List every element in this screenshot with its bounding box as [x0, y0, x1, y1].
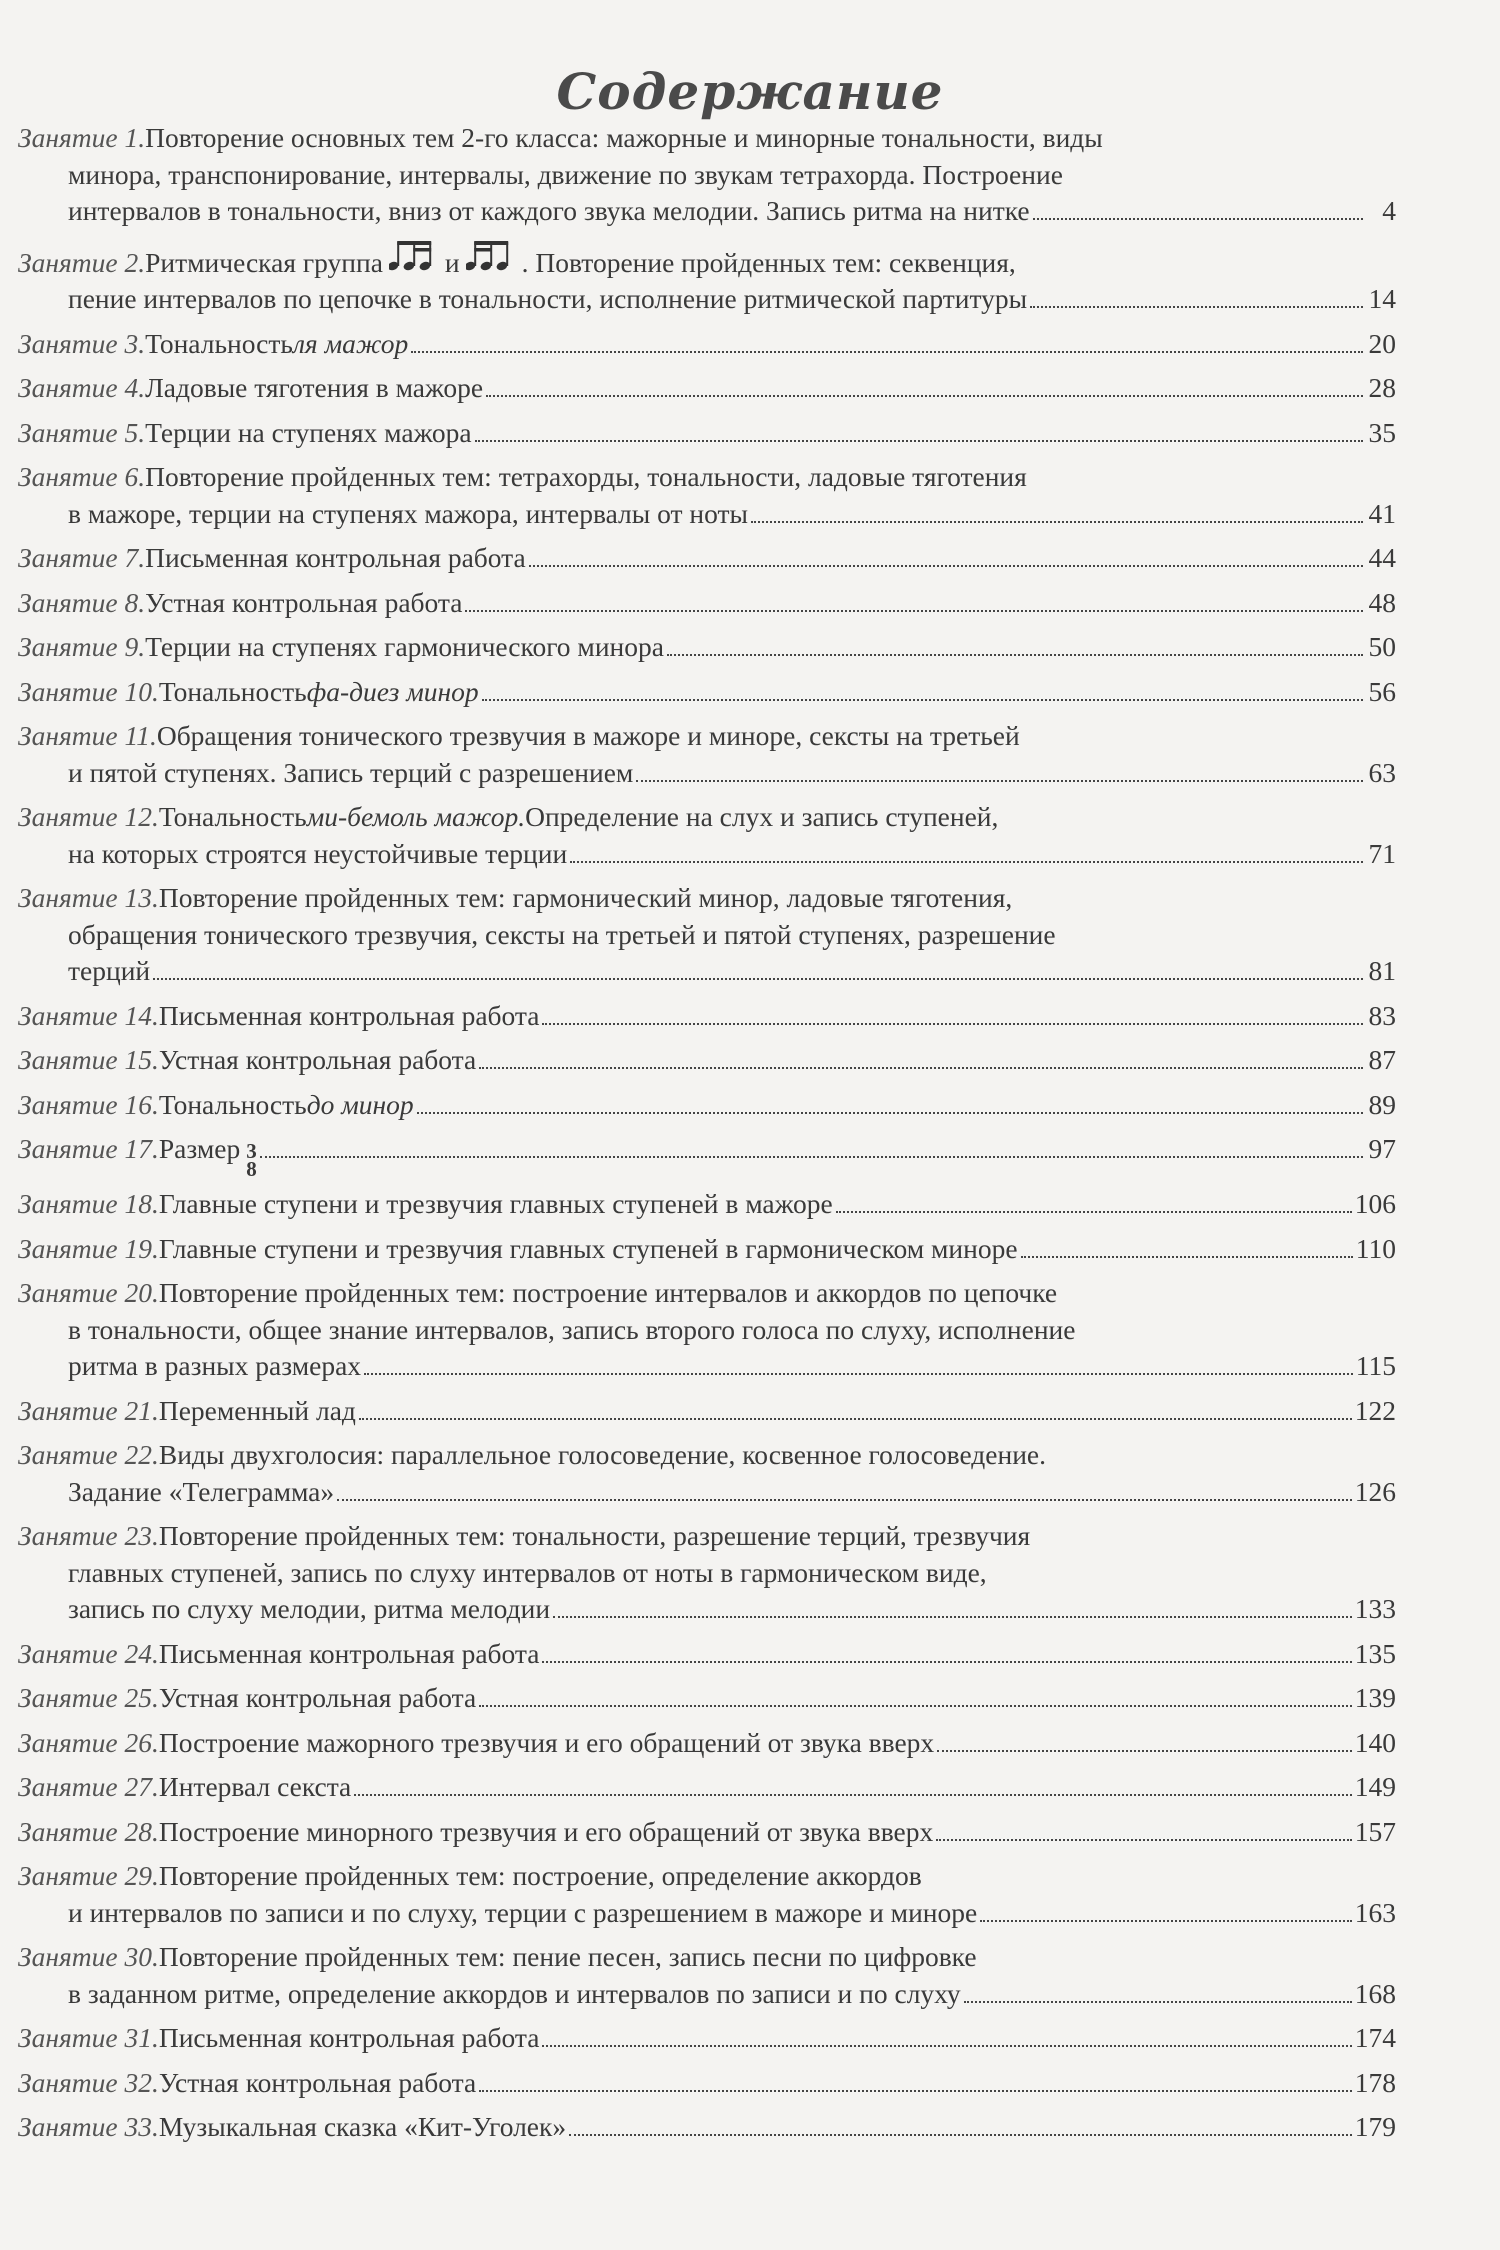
- page-number: 139: [1354, 1682, 1396, 1713]
- toc-text: Устная контрольная работа: [158, 1044, 477, 1075]
- toc-text: на которых строятся неустойчивые терции: [68, 837, 568, 869]
- lesson-label: Занятие 17.: [18, 1133, 159, 1164]
- toc-text: Письменная контрольная работа: [158, 2022, 540, 2053]
- toc-text: интервалов в тональности, вниз от каждого звука мелодии. Запись ритма на нитке: [68, 195, 1030, 226]
- toc-line: [18, 120, 1396, 157]
- time-sig-denominator: 8: [246, 1157, 257, 1181]
- page-number: 168: [1354, 1977, 1396, 2009]
- dot-leader: [836, 1207, 1352, 1213]
- key-name: до минор: [306, 1088, 414, 1120]
- toc-text: Построение минорного трезвучия и его обращений от звука вверх: [158, 1815, 934, 1847]
- toc-line: [18, 459, 1396, 496]
- toc-entry[interactable]: [18, 585, 1396, 622]
- dot-leader: [417, 1108, 1363, 1114]
- toc-entry[interactable]: [18, 1725, 1396, 1762]
- toc-line: [18, 1131, 1396, 1181]
- toc-text: Повторение пройденных тем: построение интервалов и аккордов по цепочке: [158, 1277, 1058, 1308]
- rhythm-group-icon-b: [466, 238, 516, 272]
- toc-entry[interactable]: [18, 1858, 1396, 1931]
- toc-line: [18, 629, 1396, 666]
- lesson-label: Занятие 8.: [18, 586, 146, 618]
- toc-entry[interactable]: [18, 2065, 1396, 2102]
- toc-entry[interactable]: [18, 1437, 1396, 1510]
- toc-line: [18, 1814, 1396, 1851]
- toc-text: Определение на слух и запись ступеней,: [525, 801, 999, 832]
- key-name: фа-диез минор: [306, 675, 479, 707]
- page-number: 106: [1354, 1188, 1396, 1219]
- dot-leader: [542, 1019, 1363, 1025]
- lesson-label: Занятие 33.: [18, 2111, 159, 2142]
- toc-line: [18, 1976, 1396, 2013]
- toc-text: Терции на ступенях мажора: [145, 416, 472, 448]
- dot-leader: [354, 1790, 1351, 1796]
- lesson-label: Занятие 28.: [18, 1815, 159, 1847]
- toc-line: [18, 2109, 1396, 2146]
- toc-line: [18, 998, 1396, 1035]
- dot-leader: [570, 857, 1363, 863]
- page-number: 4: [1382, 195, 1396, 226]
- toc-entry[interactable]: [18, 1680, 1396, 1717]
- toc-text: Тональность: [158, 675, 307, 707]
- toc-text: Тональность: [145, 327, 293, 359]
- page-number: 163: [1354, 1896, 1396, 1928]
- dot-leader: [964, 1997, 1352, 2003]
- lesson-label: Занятие 27.: [18, 1771, 159, 1802]
- lesson-label: Занятие 23.: [18, 1520, 159, 1551]
- toc-entry[interactable]: [18, 1042, 1396, 1079]
- toc-line: [18, 1275, 1396, 1312]
- toc-text: Тональность: [158, 801, 307, 832]
- toc-line: [18, 880, 1396, 917]
- toc-text: Устная контрольная работа: [158, 1682, 477, 1713]
- toc-entry[interactable]: [18, 1231, 1396, 1268]
- dot-leader: [569, 2130, 1352, 2136]
- dot-leader: [1030, 302, 1363, 308]
- dot-leader: [479, 1063, 1363, 1069]
- lesson-label: Занятие 1.: [18, 122, 146, 153]
- dot-leader: [937, 1746, 1352, 1752]
- lesson-label: Занятие 15.: [18, 1044, 159, 1075]
- lesson-label: Занятие 7.: [18, 542, 146, 573]
- rhythm-group-icon-a: [389, 238, 439, 272]
- page-number: 110: [1355, 1232, 1396, 1264]
- toc-text: Повторение пройденных тем: построение, определение аккордов: [158, 1860, 922, 1891]
- key-name: ми-бемоль мажор.: [306, 801, 526, 832]
- page-number: 50: [1368, 631, 1396, 662]
- page-number: 41: [1368, 497, 1396, 529]
- time-signature: [246, 1139, 257, 1181]
- toc-entry[interactable]: [18, 880, 1396, 990]
- toc-text: Размер: [158, 1133, 241, 1164]
- page-number: 14: [1368, 283, 1396, 314]
- dot-leader: [364, 1369, 1353, 1375]
- toc-text: Письменная контрольная работа: [145, 542, 526, 573]
- toc-line: [18, 540, 1396, 577]
- toc-line: [18, 755, 1396, 792]
- lesson-label: Занятие 5.: [18, 416, 146, 448]
- lesson-label: Занятие 13.: [18, 882, 159, 913]
- lesson-label: Занятие 3.: [18, 327, 146, 359]
- toc-text: Тональность: [158, 1088, 307, 1120]
- toc-line: [18, 157, 1396, 194]
- dot-leader: [411, 347, 1363, 353]
- toc-entry[interactable]: [18, 2020, 1396, 2057]
- page-number: 157: [1354, 1815, 1396, 1847]
- toc-text: в мажоре, терции на ступенях мажора, интервалы от ноты: [68, 497, 748, 529]
- toc-line: [18, 326, 1396, 363]
- toc-text: Повторение пройденных тем: пение песен, запись песни по цифровке: [158, 1941, 977, 1972]
- toc-line: [18, 193, 1396, 230]
- toc-line: [18, 496, 1396, 533]
- toc-text: ритма в разных размерах: [68, 1350, 362, 1381]
- toc-text: Письменная контрольная работа: [158, 999, 540, 1031]
- toc-entry[interactable]: [18, 370, 1396, 407]
- page-number: 48: [1368, 586, 1396, 618]
- lesson-label: Занятие 21.: [18, 1394, 159, 1426]
- toc-entry[interactable]: [18, 120, 1396, 230]
- toc-line: [18, 718, 1396, 755]
- toc-line: [18, 953, 1396, 990]
- page-number: 20: [1368, 327, 1396, 359]
- toc-entry[interactable]: [18, 1769, 1396, 1806]
- lesson-label: Занятие 20.: [18, 1277, 159, 1308]
- lesson-label: Занятие 18.: [18, 1188, 159, 1219]
- toc-text: Повторение пройденных тем: тональности, разрешение терций, трезвучия: [158, 1520, 1031, 1551]
- toc-entry[interactable]: [18, 2109, 1396, 2146]
- dot-leader: [482, 695, 1363, 701]
- toc-entry[interactable]: [18, 1518, 1396, 1628]
- toc-entry[interactable]: [18, 1636, 1396, 1673]
- toc-entry[interactable]: [18, 799, 1396, 872]
- toc-line: [18, 1393, 1396, 1430]
- lesson-label: Занятие 2.: [18, 246, 146, 278]
- toc-text: Ладовые тяготения в мажоре: [145, 372, 484, 403]
- toc-line: [18, 674, 1396, 711]
- toc-text: Терции на ступенях гармонического минора: [145, 631, 664, 662]
- page-number: 122: [1354, 1394, 1396, 1426]
- toc-line: [18, 1555, 1396, 1592]
- lesson-label: Занятие 26.: [18, 1726, 159, 1758]
- toc-line: [18, 1769, 1396, 1806]
- page-number: 63: [1368, 756, 1396, 788]
- toc-line: [18, 1474, 1396, 1511]
- toc-text: Ритмическая группа: [145, 246, 383, 278]
- toc-entry[interactable]: [18, 1814, 1396, 1851]
- lesson-label: Занятие 10.: [18, 675, 159, 707]
- dot-leader: [1021, 1252, 1353, 1258]
- page-number: 135: [1354, 1637, 1396, 1669]
- toc-text: обращения тонического трезвучия, сексты на третьей и пятой ступенях, разрешение: [68, 918, 1056, 950]
- page-number: 81: [1368, 955, 1396, 986]
- toc-text: Письменная контрольная работа: [158, 1637, 540, 1669]
- page-number: 179: [1354, 2111, 1396, 2142]
- dot-leader: [980, 1916, 1352, 1922]
- page-number: 87: [1368, 1044, 1396, 1075]
- page-number: 97: [1368, 1133, 1396, 1164]
- toc-text: и: [444, 246, 460, 278]
- dot-leader: [337, 1495, 1352, 1501]
- lesson-label: Занятие 12.: [18, 801, 159, 832]
- toc-text: в заданном ритме, определение аккордов и интервалов по записи и по слуху: [68, 1977, 961, 2009]
- lesson-label: Занятие 6.: [18, 461, 146, 492]
- dot-leader: [465, 606, 1363, 612]
- toc-line: [18, 1042, 1396, 1079]
- dot-leader: [359, 1414, 1352, 1420]
- toc-line: [18, 1725, 1396, 1762]
- toc-text: . Повторение пройденных тем: секвенция,: [521, 246, 1016, 278]
- toc-entry[interactable]: [18, 459, 1396, 532]
- toc-line: [18, 2020, 1396, 2057]
- dot-leader: [475, 436, 1363, 442]
- page-number: 35: [1368, 416, 1396, 448]
- dot-leader: [260, 1152, 1363, 1158]
- lesson-label: Занятие 24.: [18, 1637, 159, 1669]
- toc-text: Построение мажорного трезвучия и его обращений от звука вверх: [158, 1726, 935, 1758]
- toc-entry[interactable]: [18, 1393, 1396, 1430]
- page-number: 28: [1368, 372, 1396, 403]
- toc-line: [18, 1518, 1396, 1555]
- dot-leader: [636, 776, 1363, 782]
- toc-text: Устная контрольная работа: [158, 2066, 477, 2098]
- page-title: Содержание: [556, 62, 944, 121]
- toc-line: [18, 1087, 1396, 1124]
- toc-text: терций: [68, 955, 151, 986]
- toc-line: [18, 370, 1396, 407]
- lesson-label: Занятие 14.: [18, 999, 159, 1031]
- lesson-label: Занятие 29.: [18, 1860, 159, 1891]
- toc-text: Главные ступени и трезвучия главных ступеней в мажоре: [158, 1188, 833, 1219]
- toc-text: Обращения тонического трезвучия в мажоре и миноре, сексты на третьей: [156, 720, 1020, 751]
- toc-text: Задание «Телеграмма»: [68, 1475, 335, 1507]
- page-number: 71: [1368, 837, 1396, 869]
- toc-entry[interactable]: [18, 326, 1396, 363]
- toc-text: главных ступеней, запись по слуху интервалов от ноты в гармоническом виде,: [68, 1556, 987, 1588]
- toc-entry[interactable]: [18, 1939, 1396, 2012]
- toc-entry[interactable]: [18, 718, 1396, 791]
- toc-line: [18, 799, 1396, 836]
- lesson-label: Занятие 9.: [18, 631, 146, 662]
- page-number: 174: [1354, 2022, 1396, 2053]
- toc-line: [18, 1895, 1396, 1932]
- toc-entry[interactable]: [18, 1087, 1396, 1124]
- toc-line: [18, 1858, 1396, 1895]
- page-number: 89: [1368, 1088, 1396, 1120]
- toc-line: [18, 1348, 1396, 1385]
- page-number: 149: [1354, 1771, 1396, 1802]
- toc-line: [18, 1636, 1396, 1673]
- dot-leader: [542, 2041, 1351, 2047]
- toc-line: [18, 415, 1396, 452]
- dot-leader: [553, 1612, 1352, 1618]
- key-name: ля мажор: [292, 327, 409, 359]
- dot-leader: [1033, 214, 1363, 220]
- page-number: 56: [1368, 675, 1396, 707]
- dot-leader: [542, 1657, 1351, 1663]
- dot-leader: [479, 2086, 1352, 2092]
- dot-leader: [153, 974, 1363, 980]
- toc-entry[interactable]: [18, 1186, 1396, 1223]
- toc-entry[interactable]: [18, 415, 1396, 452]
- page-number: 140: [1354, 1726, 1396, 1758]
- dot-leader: [936, 1835, 1351, 1841]
- toc-text: Устная контрольная работа: [145, 586, 463, 618]
- dot-leader: [667, 650, 1363, 656]
- toc-text: пение интервалов по цепочке в тональности, исполнение ритмической партитуры: [68, 283, 1028, 314]
- page-number: 133: [1354, 1593, 1396, 1624]
- lesson-label: Занятие 22.: [18, 1439, 159, 1470]
- toc-line: [18, 836, 1396, 873]
- toc-line: [18, 917, 1396, 954]
- lesson-label: Занятие 16.: [18, 1088, 159, 1120]
- toc-line: [18, 1939, 1396, 1976]
- toc-line: [18, 2065, 1396, 2102]
- toc-line: [18, 281, 1396, 318]
- toc-text: Повторение пройденных тем: гармонический минор, ладовые тяготения,: [158, 882, 1013, 913]
- lesson-label: Занятие 31.: [18, 2022, 159, 2053]
- lesson-label: Занятие 30.: [18, 1941, 159, 1972]
- lesson-label: Занятие 19.: [18, 1232, 159, 1264]
- toc-text: в тональности, общее знание интервалов, запись второго голоса по слуху, исполнение: [68, 1313, 1076, 1345]
- time-sig-numerator: 3: [246, 1139, 257, 1163]
- toc-entry[interactable]: [18, 238, 1396, 318]
- toc-line: [18, 1591, 1396, 1628]
- toc-line: [18, 1312, 1396, 1349]
- toc-entry[interactable]: [18, 1275, 1396, 1385]
- toc-entry[interactable]: [18, 1131, 1396, 1181]
- toc-text: и интервалов по записи и по слуху, терции с разрешением в мажоре и миноре: [68, 1896, 978, 1928]
- toc-text: запись по слуху мелодии, ритма мелодии: [68, 1593, 551, 1624]
- toc-entry[interactable]: [18, 674, 1396, 711]
- dot-leader: [479, 1701, 1352, 1707]
- dot-leader: [751, 517, 1363, 523]
- toc-entry[interactable]: [18, 629, 1396, 666]
- toc-text: Повторение основных тем 2-го класса: мажорные и минорные тональности, виды: [145, 122, 1103, 153]
- toc-line: [18, 585, 1396, 622]
- toc-text: Виды двухголосия: параллельное голосоведение, косвенное голосоведение.: [158, 1439, 1047, 1470]
- lesson-label: Занятие 25.: [18, 1682, 159, 1713]
- table-of-contents: [18, 120, 1396, 2146]
- page-number: 83: [1368, 999, 1396, 1031]
- toc-text: Интервал секста: [158, 1771, 352, 1802]
- toc-entry[interactable]: [18, 998, 1396, 1035]
- toc-text: Главные ступени и трезвучия главных ступеней в гармоническом миноре: [158, 1232, 1018, 1264]
- toc-line: [18, 1680, 1396, 1717]
- toc-text: и пятой ступенях. Запись терций с разрешением: [68, 756, 634, 788]
- toc-text: Музыкальная сказка «Кит-Уголек»: [158, 2111, 567, 2142]
- lesson-label: Занятие 32.: [18, 2066, 159, 2098]
- dot-leader: [486, 391, 1363, 397]
- toc-entry[interactable]: [18, 540, 1396, 577]
- toc-text: Переменный лад: [158, 1394, 356, 1426]
- dot-leader: [529, 561, 1363, 567]
- lesson-label: Занятие 4.: [18, 372, 146, 403]
- page-number: 115: [1355, 1350, 1396, 1381]
- toc-line: [18, 1186, 1396, 1223]
- page-number: 178: [1354, 2066, 1396, 2098]
- toc-text: минора, транспонирование, интервалы, движение по звукам тетрахорда. Построение: [68, 158, 1063, 190]
- page-number: 44: [1368, 542, 1396, 573]
- lesson-label: Занятие 11.: [18, 720, 157, 751]
- toc-line: [18, 238, 1396, 282]
- toc-line: [18, 1437, 1396, 1474]
- toc-text: Повторение пройденных тем: тетрахорды, тональности, ладовые тяготения: [145, 461, 1027, 492]
- toc-line: [18, 1231, 1396, 1268]
- page-number: 126: [1354, 1475, 1396, 1507]
